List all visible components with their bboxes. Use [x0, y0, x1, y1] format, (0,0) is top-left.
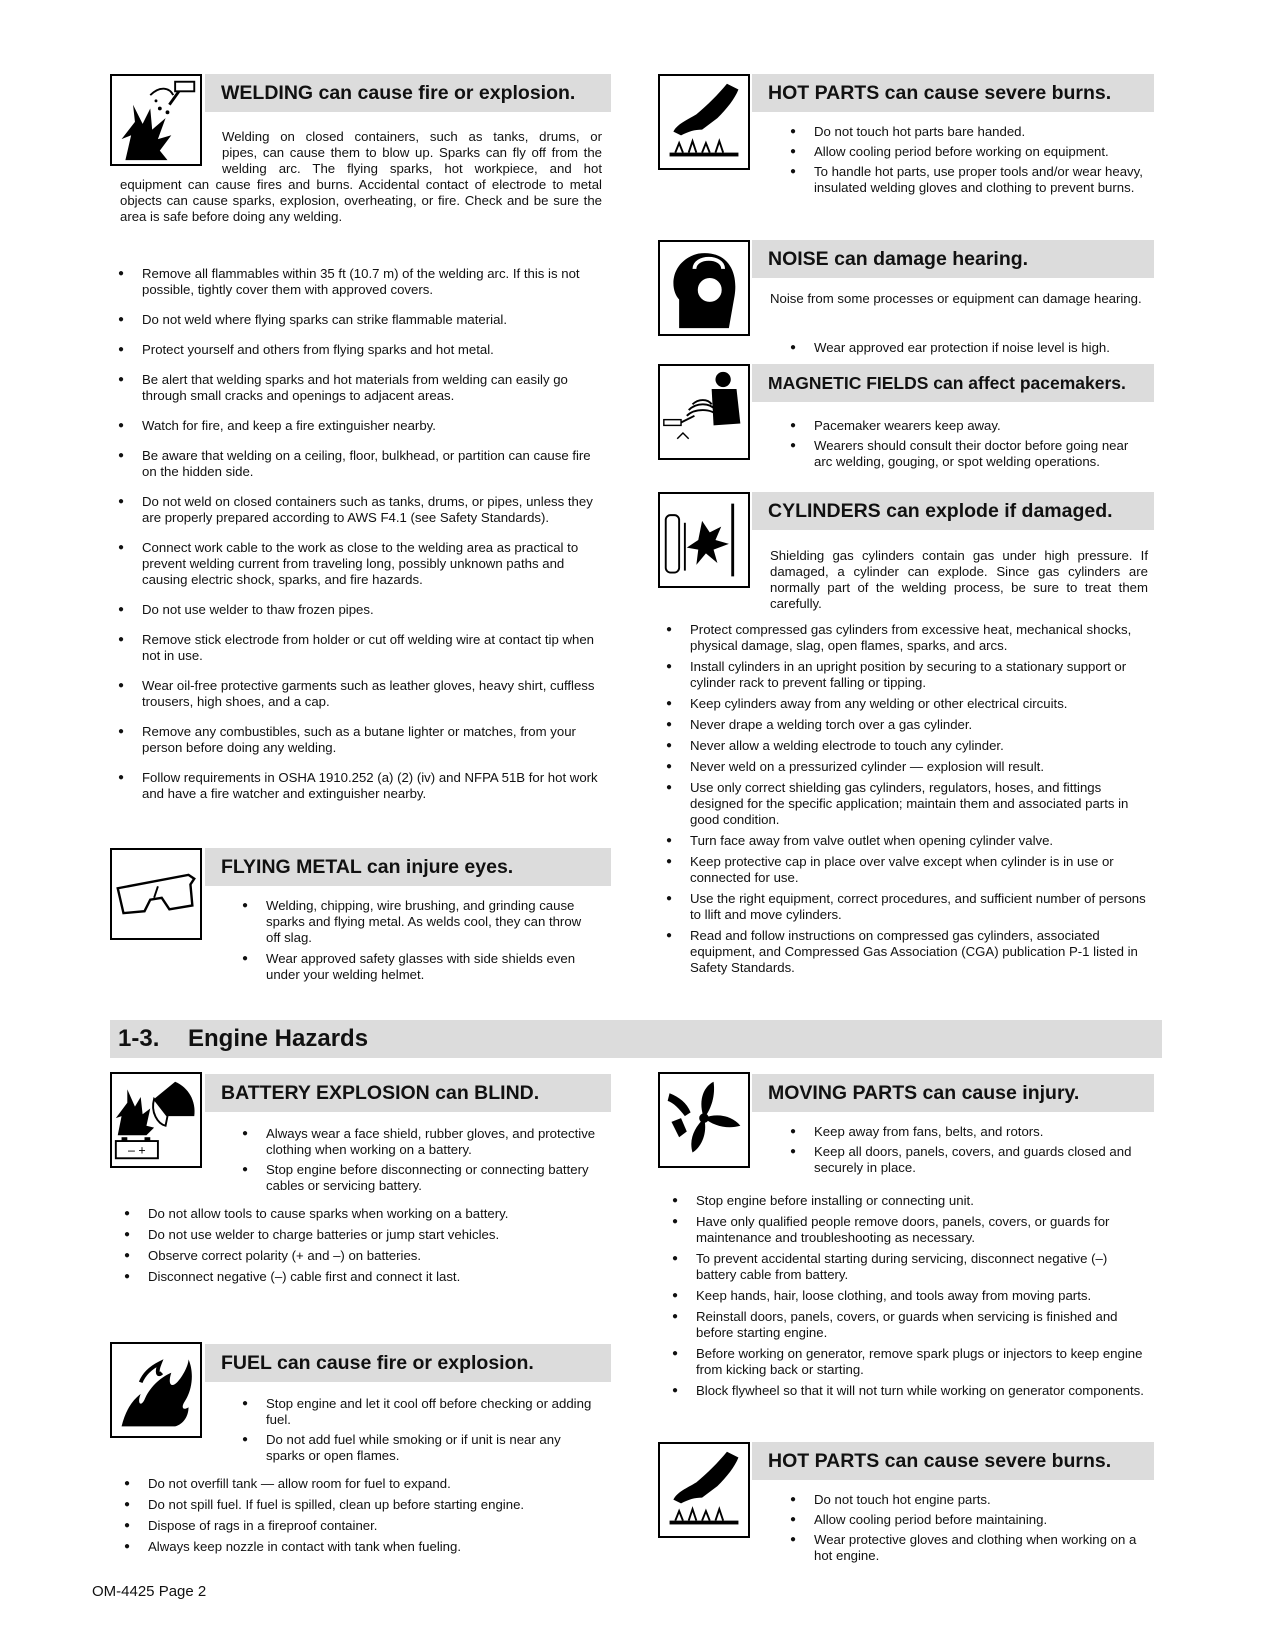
hot-parts-bullet-list [790, 124, 1146, 200]
fan-hand-icon [658, 1072, 750, 1168]
battery-polarity-label: – + [128, 1143, 146, 1158]
welding-intro-rest: equipment can cause fires and burns. Accidental contact of electrode to metal objects can cause sparks, explosion, overheating, or fire. Check and be sure the area is safe before doing any welding. [120, 177, 602, 224]
fuel-title: FUEL can cause fire or explosion. [205, 1344, 611, 1382]
noise-intro: Noise from some processes or equipment can damage hearing. [770, 291, 1142, 306]
list-item: ● To handle hot parts, use proper tools and/or wear heavy, insulated welding gloves and clothing to prevent burns. [790, 164, 1146, 196]
list-item: ● Reinstall doors, panels, covers, or guards when servicing is finished and before starting engine. [672, 1309, 1150, 1341]
list-item: ● Keep protective cap in place over valve except when cylinder is in use or connected for use. [666, 854, 1150, 886]
fuel-indent-bullet-list [242, 1396, 602, 1468]
list-item: ● Remove any combustibles, such as a butane lighter or matches, from your person before doing any welding. [118, 724, 604, 756]
battery-explosion-icon [110, 1072, 202, 1168]
list-item: ● Read and follow instructions on compressed gas cylinders, associated equipment, and Compressed Gas Association (CGA) publication P-1 listed in Safety Standards. [666, 928, 1150, 976]
list-item: ● Do not spill fuel. If fuel is spilled, clean up before starting engine. [124, 1497, 602, 1513]
list-item: ● Connect work cable to the work as close to the welding area as practical to prevent welding current from traveling long, possibly unknown paths and causing electric shock, sparks, and fire hazards. [118, 540, 604, 588]
list-item: ● Keep away from fans, belts, and rotors. [790, 1124, 1146, 1140]
welding-intro-line-1: Welding on closed containers, such as tanks, drums, or [222, 129, 602, 144]
list-item: ● Do not add fuel while smoking or if unit is near any sparks or open flames. [242, 1432, 602, 1464]
noise-title: NOISE can damage hearing. [752, 240, 1154, 278]
list-item: ● Before working on generator, remove spark plugs or injectors to keep engine from kicking back or starting. [672, 1346, 1150, 1378]
list-item: ● Allow cooling period before maintaining. [790, 1512, 1146, 1528]
list-item: ● Keep all doors, panels, covers, and guards closed and securely in place. [790, 1144, 1146, 1176]
list-item: ● Dispose of rags in a fireproof container. [124, 1518, 602, 1534]
list-item: ● Pacemaker wearers keep away. [790, 418, 1146, 434]
list-item: ● Protect yourself and others from flying sparks and hot metal. [118, 342, 604, 358]
section-number: 1-3. [118, 1025, 160, 1052]
list-item: ● Install cylinders in an upright position by securing to a stationary support or cylinder rack to prevent falling or tipping. [666, 659, 1150, 691]
welding-intro [120, 129, 602, 225]
list-item: ● Do not use welder to charge batteries or jump start vehicles. [124, 1227, 602, 1243]
fuel-bullet-list [124, 1476, 602, 1560]
list-item: ● Do not allow tools to cause sparks when working on a battery. [124, 1206, 602, 1222]
page-footer: OM-4425 Page 2 [92, 1583, 207, 1600]
cylinders-intro: Shielding gas cylinders contain gas under high pressure. If damaged, a cylinder can explode. Since gas cylinders are normally part of the welding process, be sure to treat them carefully. [770, 548, 1148, 611]
list-item: ● Stop engine before installing or connecting unit. [672, 1193, 1150, 1209]
cylinders-title: CYLINDERS can explode if damaged. [752, 492, 1154, 530]
magnetic-fields-title: MAGNETIC FIELDS can affect pacemakers. [752, 364, 1154, 402]
section-title: Engine Hazards [188, 1025, 369, 1052]
list-item: ● Welding, chipping, wire brushing, and grinding cause sparks and flying metal. As welds cool, they can throw off slag. [242, 898, 596, 946]
ear-protection-icon [658, 240, 750, 336]
list-item: ● Use only correct shielding gas cylinders, regulators, hoses, and fittings designed for the specific application; maintain them and associated parts in good condition. [666, 780, 1150, 828]
welding-hazard-title: WELDING can cause fire or explosion. [205, 74, 611, 112]
cylinders-bullet-list [666, 622, 1150, 981]
list-item: ● Never allow a welding electrode to touch any cylinder. [666, 738, 1150, 754]
safety-glasses-icon [110, 848, 202, 940]
moving-bullet-list [672, 1193, 1150, 1404]
list-item: ● Wear approved safety glasses with side shields even under your welding helmet. [242, 951, 596, 983]
flying-metal-title: FLYING METAL can injure eyes. [205, 848, 611, 886]
list-item: ● To prevent accidental starting during servicing, disconnect negative (–) battery cable from battery. [672, 1251, 1150, 1283]
list-item: ● Have only qualified people remove doors, panels, covers, or guards for maintenance and troubleshooting as necessary. [672, 1214, 1150, 1246]
list-item: ● Do not touch hot parts bare handed. [790, 124, 1146, 140]
list-item: ● Do not weld where flying sparks can strike flammable material. [118, 312, 604, 328]
list-item: ● Do not touch hot engine parts. [790, 1492, 1146, 1508]
list-item: ● Always keep nozzle in contact with tank when fueling. [124, 1539, 602, 1555]
hot-hand-icon [658, 1442, 750, 1538]
noise-bullet-list [790, 340, 1146, 356]
list-item: ● Observe correct polarity (+ and –) on batteries. [124, 1248, 602, 1264]
list-item: ● Disconnect negative (–) cable first and connect it last. [124, 1269, 602, 1285]
welding-bullet-list [118, 266, 604, 816]
flame-icon [110, 1342, 202, 1438]
flying-metal-bullet-list [242, 898, 596, 988]
list-item: ● Wear protective gloves and clothing when working on a hot engine. [790, 1532, 1146, 1564]
list-item: ● Never drape a welding torch over a gas cylinder. [666, 717, 1150, 733]
moving-indent-bullet-list [790, 1124, 1146, 1180]
welding-intro-line-2: pipes, can cause them to blow up. Sparks can fly off from the [222, 145, 602, 160]
list-item: ● Allow cooling period before working on equipment. [790, 144, 1146, 160]
list-item: ● Never weld on a pressurized cylinder — explosion will result. [666, 759, 1150, 775]
list-item: ● Wear approved ear protection if noise level is high. [790, 340, 1146, 356]
list-item: ● Be alert that welding sparks and hot materials from welding can easily go through small cracks and openings to adjacent areas. [118, 372, 604, 404]
list-item: ● Stop engine and let it cool off before checking or adding fuel. [242, 1396, 602, 1428]
list-item: ● Wearers should consult their doctor before going near arc welding, gouging, or spot welding operations. [790, 438, 1146, 470]
list-item: ● Follow requirements in OSHA 1910.252 (a) (2) (iv) and NFPA 51B for hot work and have a fire watcher and extinguisher nearby. [118, 770, 604, 802]
cylinder-explosion-icon [658, 492, 750, 588]
list-item: ● Keep cylinders away from any welding or other electrical circuits. [666, 696, 1150, 712]
list-item: ● Be aware that welding on a ceiling, floor, bulkhead, or partition can cause fire on the hidden side. [118, 448, 604, 480]
list-item: ● Stop engine before disconnecting or connecting battery cables or servicing battery. [242, 1162, 602, 1194]
list-item: ● Always wear a face shield, rubber gloves, and protective clothing when working on a battery. [242, 1126, 602, 1158]
hot-parts-title: HOT PARTS can cause severe burns. [752, 74, 1154, 112]
list-item: ● Do not use welder to thaw frozen pipes. [118, 602, 604, 618]
magnetic-bullet-list [790, 418, 1146, 474]
list-item: ● Protect compressed gas cylinders from excessive heat, mechanical shocks, physical damage, slag, open flames, sparks, and arcs. [666, 622, 1150, 654]
list-item: ● Watch for fire, and keep a fire extinguisher nearby. [118, 418, 604, 434]
list-item: ● Do not overfill tank — allow room for fuel to expand. [124, 1476, 602, 1492]
list-item: ● Turn face away from valve outlet when opening cylinder valve. [666, 833, 1150, 849]
list-item: ● Keep hands, hair, loose clothing, and tools away from moving parts. [672, 1288, 1150, 1304]
battery-bullet-list [124, 1206, 602, 1290]
section-heading [110, 1020, 1162, 1058]
welding-intro-line-3: welding arc. The flying sparks, hot workpiece, and hot [222, 161, 602, 176]
list-item: ● Do not weld on closed containers such as tanks, drums, or pipes, unless they are properly prepared according to AWS F4.1 (see Safety Standards). [118, 494, 604, 526]
pacemaker-icon [658, 364, 750, 460]
hot-hand-icon [658, 74, 750, 170]
battery-indent-bullet-list [242, 1126, 602, 1198]
list-item: ● Remove stick electrode from holder or cut off welding wire at contact tip when not in use. [118, 632, 604, 664]
list-item: ● Wear oil-free protective garments such as leather gloves, heavy shirt, cuffless trousers, high shoes, and a cap. [118, 678, 604, 710]
moving-parts-title: MOVING PARTS can cause injury. [752, 1074, 1154, 1112]
list-item: ● Remove all flammables within 35 ft (10.7 m) of the welding arc. If this is not possible, tightly cover them with approved covers. [118, 266, 604, 298]
hot-parts-engine-title: HOT PARTS can cause severe burns. [752, 1442, 1154, 1480]
battery-title: BATTERY EXPLOSION can BLIND. [205, 1074, 611, 1112]
list-item: ● Block flywheel so that it will not turn while working on generator components. [672, 1383, 1150, 1399]
list-item: ● Use the right equipment, correct procedures, and sufficient number of persons to llift and move cylinders. [666, 891, 1150, 923]
hot-parts-engine-bullet-list [790, 1492, 1146, 1568]
